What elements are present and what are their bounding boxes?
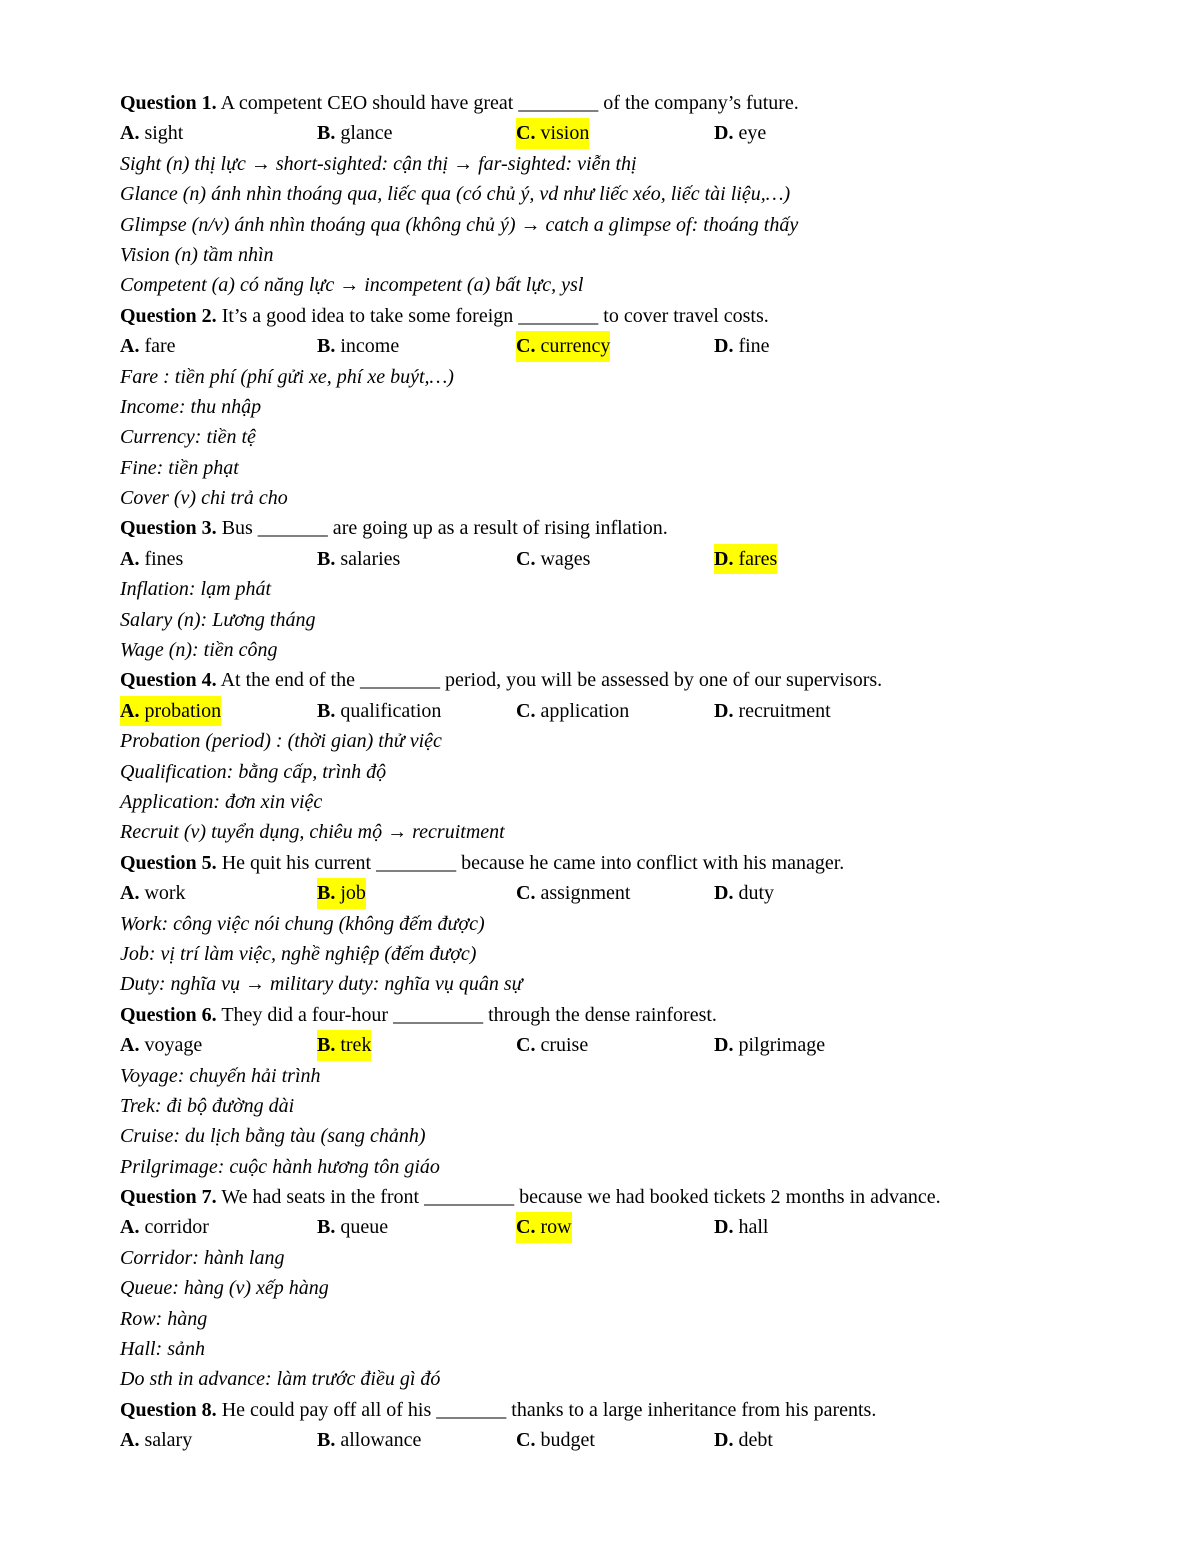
option-letter: A. [120, 547, 140, 570]
answer-option [120, 878, 186, 908]
answer-option [516, 1030, 588, 1060]
answer-option [317, 696, 441, 726]
option-text: application [535, 699, 630, 722]
option-text: income [335, 335, 400, 358]
vocab-note: Corridor: hành lang [120, 1246, 285, 1269]
answer-options [120, 1212, 1120, 1242]
answer-option [516, 1425, 595, 1455]
option-text: glance [335, 122, 393, 145]
question-label: Question 7. [120, 1186, 217, 1209]
option-letter: A. [120, 1429, 140, 1452]
option-letter: C. [516, 1216, 536, 1239]
answer-option [714, 118, 766, 148]
option-text: qualification [335, 699, 442, 722]
vocab-note: Fine: tiền phạt [120, 456, 239, 479]
answer-option [120, 1425, 192, 1455]
vocab-note: Competent (a) có năng lực → incompetent (a) bất lực, ysl [120, 274, 584, 297]
question-text: He could pay off all of his _______ thanks to a large inheritance from his parents. [216, 1398, 877, 1421]
option-letter: C. [516, 882, 536, 905]
vocab-note: Queue: hàng (v) xếp hàng [120, 1277, 329, 1300]
vocab-note: Vision (n) tầm nhìn [120, 243, 274, 266]
vocab-note: Recruit (v) tuyển dụng, chiêu mộ → recruitment [120, 821, 505, 844]
vocab-note: Application: đơn xin việc [120, 790, 323, 813]
question-line [120, 301, 1120, 331]
answer-option [714, 1212, 768, 1242]
option-text: salary [139, 1429, 193, 1452]
option-text: wages [535, 547, 591, 570]
answer-option [516, 118, 589, 148]
option-letter: C. [516, 335, 536, 358]
option-text: duty [733, 882, 775, 905]
question-label: Question 3. [120, 517, 217, 540]
answer-option [120, 696, 221, 726]
answer-option [317, 1425, 421, 1455]
answer-option [714, 544, 777, 574]
question-line [120, 665, 1120, 695]
question-text: We had seats in the front _________ because we had booked tickets 2 months in advance. [216, 1186, 941, 1209]
vocab-note: Fare : tiền phí (phí gửi xe, phí xe buýt,…) [120, 365, 454, 388]
answer-options [120, 1425, 1120, 1455]
answer-option [714, 878, 774, 908]
question-line [120, 1000, 1120, 1030]
option-text: salaries [335, 547, 401, 570]
question-text: It’s a good idea to take some foreign ________ to cover travel costs. [216, 304, 769, 327]
option-letter: B. [317, 122, 336, 145]
option-text: sight [139, 122, 184, 145]
answer-options [120, 544, 1120, 574]
option-letter: B. [317, 1034, 336, 1057]
vocab-note: Probation (period) : (thời gian) thử việc [120, 730, 442, 753]
option-text: row [535, 1216, 572, 1239]
question-text: They did a four-hour _________ through the dense rainforest. [216, 1003, 717, 1026]
question-line [120, 1182, 1120, 1212]
option-text: fare [139, 335, 176, 358]
option-text: fine [733, 335, 770, 358]
vocab-note: Duty: nghĩa vụ → military duty: nghĩa vụ quân sự [120, 973, 523, 996]
option-text: probation [139, 699, 222, 722]
option-letter: C. [516, 1034, 536, 1057]
answer-options [120, 878, 1120, 908]
document-page [120, 88, 1120, 1456]
answer-option [516, 696, 629, 726]
question-text: At the end of the ________ period, you will be assessed by one of our supervisors. [216, 669, 883, 692]
answer-option [516, 331, 610, 361]
option-text: eye [733, 122, 767, 145]
vocab-note: Cruise: du lịch bằng tàu (sang chảnh) [120, 1125, 426, 1148]
option-letter: A. [120, 882, 140, 905]
option-letter: A. [120, 335, 140, 358]
option-text: work [139, 882, 186, 905]
question-text: He quit his current ________ because he came into conflict with his manager. [216, 851, 845, 874]
vocab-note: Cover (v) chi trả cho [120, 487, 288, 510]
question-text: A competent CEO should have great ________ of the company’s future. [216, 92, 799, 114]
option-letter: B. [317, 882, 336, 905]
option-letter: D. [714, 547, 734, 570]
vocab-note: Voyage: chuyến hải trình [120, 1064, 321, 1087]
answer-options [120, 1030, 1120, 1060]
option-letter: A. [120, 1216, 140, 1239]
question-label: Question 1. [120, 92, 217, 114]
option-letter: C. [516, 699, 536, 722]
option-letter: D. [714, 335, 734, 358]
vocab-note: Row: hàng [120, 1307, 208, 1330]
option-letter: C. [516, 1429, 536, 1452]
option-letter: D. [714, 699, 734, 722]
answer-option [714, 696, 831, 726]
option-letter: C. [516, 547, 536, 570]
answer-option [516, 1212, 572, 1242]
answer-options [120, 331, 1120, 361]
option-text: cruise [535, 1034, 589, 1057]
option-text: budget [535, 1429, 595, 1452]
option-text: fares [733, 547, 778, 570]
option-text: hall [733, 1216, 769, 1239]
vocab-note: Wage (n): tiền công [120, 639, 278, 662]
answer-option [714, 1030, 825, 1060]
option-text: debt [733, 1429, 773, 1452]
option-text: voyage [139, 1034, 203, 1057]
vocab-note: Hall: sảnh [120, 1338, 205, 1361]
option-text: queue [335, 1216, 389, 1239]
answer-option [516, 878, 630, 908]
vocab-note: Qualification: bằng cấp, trình độ [120, 760, 387, 783]
option-letter: D. [714, 882, 734, 905]
option-text: recruitment [733, 699, 831, 722]
vocab-note: Work: công việc nói chung (không đếm được) [120, 912, 485, 935]
option-letter: A. [120, 122, 140, 145]
answer-option [516, 544, 590, 574]
question-line [120, 848, 1120, 878]
question-label: Question 6. [120, 1003, 217, 1026]
option-letter: B. [317, 1216, 336, 1239]
answer-option [317, 1030, 371, 1060]
option-letter: A. [120, 1034, 140, 1057]
option-letter: A. [120, 699, 140, 722]
answer-option [714, 1425, 773, 1455]
question-label: Question 5. [120, 851, 217, 874]
vocab-note: Prilgrimage: cuộc hành hương tôn giáo [120, 1155, 440, 1178]
answer-option [317, 331, 399, 361]
vocab-note: Sight (n) thị lực → short-sighted: cận thị → far-sighted: viễn thị [120, 152, 637, 175]
option-letter: B. [317, 699, 336, 722]
option-letter: B. [317, 547, 336, 570]
answer-option [714, 331, 770, 361]
question-label: Question 4. [120, 669, 217, 692]
answer-option [120, 1030, 202, 1060]
answer-option [317, 118, 393, 148]
option-letter: B. [317, 1429, 336, 1452]
option-text: trek [335, 1034, 372, 1057]
answer-options [120, 118, 1120, 148]
option-text: pilgrimage [733, 1034, 826, 1057]
option-text: fines [139, 547, 184, 570]
question-line [120, 513, 1120, 543]
answer-option [317, 878, 366, 908]
option-letter: D. [714, 1034, 734, 1057]
option-letter: D. [714, 1216, 734, 1239]
option-letter: B. [317, 335, 336, 358]
answer-option [120, 544, 183, 574]
answer-option [120, 1212, 209, 1242]
answer-option [317, 1212, 388, 1242]
answer-options [120, 696, 1120, 726]
option-text: corridor [139, 1216, 209, 1239]
vocab-note: Inflation: lạm phát [120, 578, 272, 601]
answer-option [120, 331, 176, 361]
option-text: currency [535, 335, 611, 358]
question-line [120, 88, 1120, 118]
question-label: Question 8. [120, 1398, 217, 1421]
vocab-note: Do sth in advance: làm trước điều gì đó [120, 1368, 441, 1391]
option-letter: C. [516, 122, 536, 145]
option-text: vision [535, 122, 590, 145]
question-label: Question 2. [120, 304, 217, 327]
vocab-note: Income: thu nhập [120, 395, 262, 418]
option-text: allowance [335, 1429, 422, 1452]
answer-option [317, 544, 400, 574]
question-line [120, 1395, 1120, 1425]
question-text: Bus _______ are going up as a result of rising inflation. [216, 517, 668, 540]
vocab-note: Currency: tiền tệ [120, 426, 256, 449]
option-text: job [335, 882, 366, 905]
option-text: assignment [535, 882, 631, 905]
vocab-note: Glimpse (n/v) ánh nhìn thoáng qua (không chủ ý) → catch a glimpse of: thoáng thấy [120, 213, 799, 236]
vocab-note: Salary (n): Lương tháng [120, 608, 316, 631]
option-letter: D. [714, 122, 734, 145]
option-letter: D. [714, 1429, 734, 1452]
answer-option [120, 118, 183, 148]
vocab-note: Trek: đi bộ đường dài [120, 1094, 295, 1117]
vocab-note: Job: vị trí làm việc, nghề nghiệp (đếm được) [120, 942, 477, 965]
vocab-note: Glance (n) ánh nhìn thoáng qua, liếc qua (có chủ ý, vd như liếc xéo, liếc tài liệu,…) [120, 183, 791, 206]
